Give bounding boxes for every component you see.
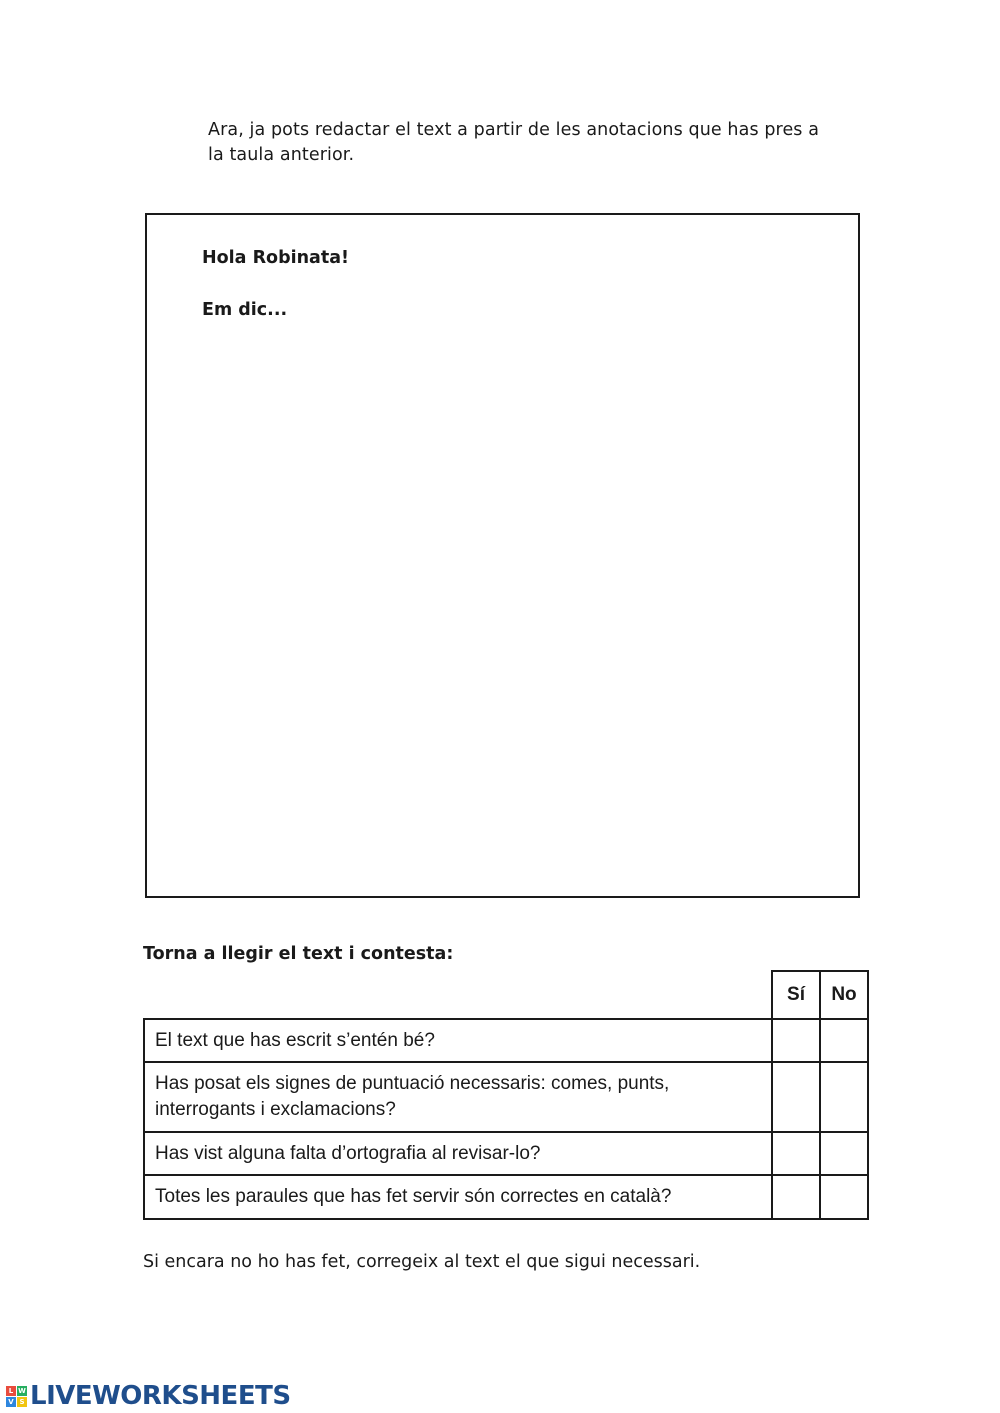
header-spacer [144, 971, 772, 1019]
question-4: Totes les paraules que has fet servir són correctes en català? [144, 1175, 772, 1219]
question-1: El text que has escrit s’entén bé? [144, 1019, 772, 1062]
question-2: Has posat els signes de puntuació necessaris: comes, punts, interrogants i exclamacions? [144, 1062, 772, 1132]
liveworksheets-brand [6, 1381, 291, 1411]
answer-no-4[interactable] [820, 1175, 868, 1219]
checklist-heading: Torna a llegir el text i contesta: [143, 944, 454, 964]
brand-name: LIVEWORKSHEETS [30, 1381, 291, 1411]
answer-no-3[interactable] [820, 1132, 868, 1175]
instructions-text [208, 118, 858, 168]
writing-area[interactable] [145, 213, 860, 898]
letter-opening: Em dic... [202, 300, 288, 320]
table-row [144, 1019, 868, 1062]
column-yes: Sí [772, 971, 820, 1019]
logo-tile: V [6, 1397, 16, 1407]
table-row [144, 1062, 868, 1132]
column-no: No [820, 971, 868, 1019]
table-row [144, 1132, 868, 1175]
instructions-line-1: Ara, ja pots redactar el text a partir de les anotacions que has pres a [208, 120, 820, 140]
table-row [144, 1175, 868, 1219]
letter-greeting: Hola Robinata! [202, 248, 350, 268]
table-header-row [144, 971, 868, 1019]
logo-tile: W [18, 1386, 26, 1395]
answer-yes-4[interactable] [772, 1175, 820, 1219]
logo-tile: L [6, 1386, 16, 1396]
answer-no-1[interactable] [820, 1019, 868, 1062]
answer-yes-3[interactable] [772, 1132, 820, 1175]
instructions-line-2: la taula anterior. [208, 145, 355, 165]
correction-note: Si encara no ho has fet, corregeix al text el que sigui necessari. [143, 1252, 701, 1272]
answer-yes-2[interactable] [772, 1062, 820, 1132]
answer-yes-1[interactable] [772, 1019, 820, 1062]
liveworksheets-logo-icon [6, 1386, 27, 1407]
answer-no-2[interactable] [820, 1062, 868, 1132]
question-3: Has vist alguna falta d’ortografia al revisar-lo? [144, 1132, 772, 1175]
logo-tile: S [17, 1397, 27, 1407]
self-check-table [143, 970, 869, 1220]
